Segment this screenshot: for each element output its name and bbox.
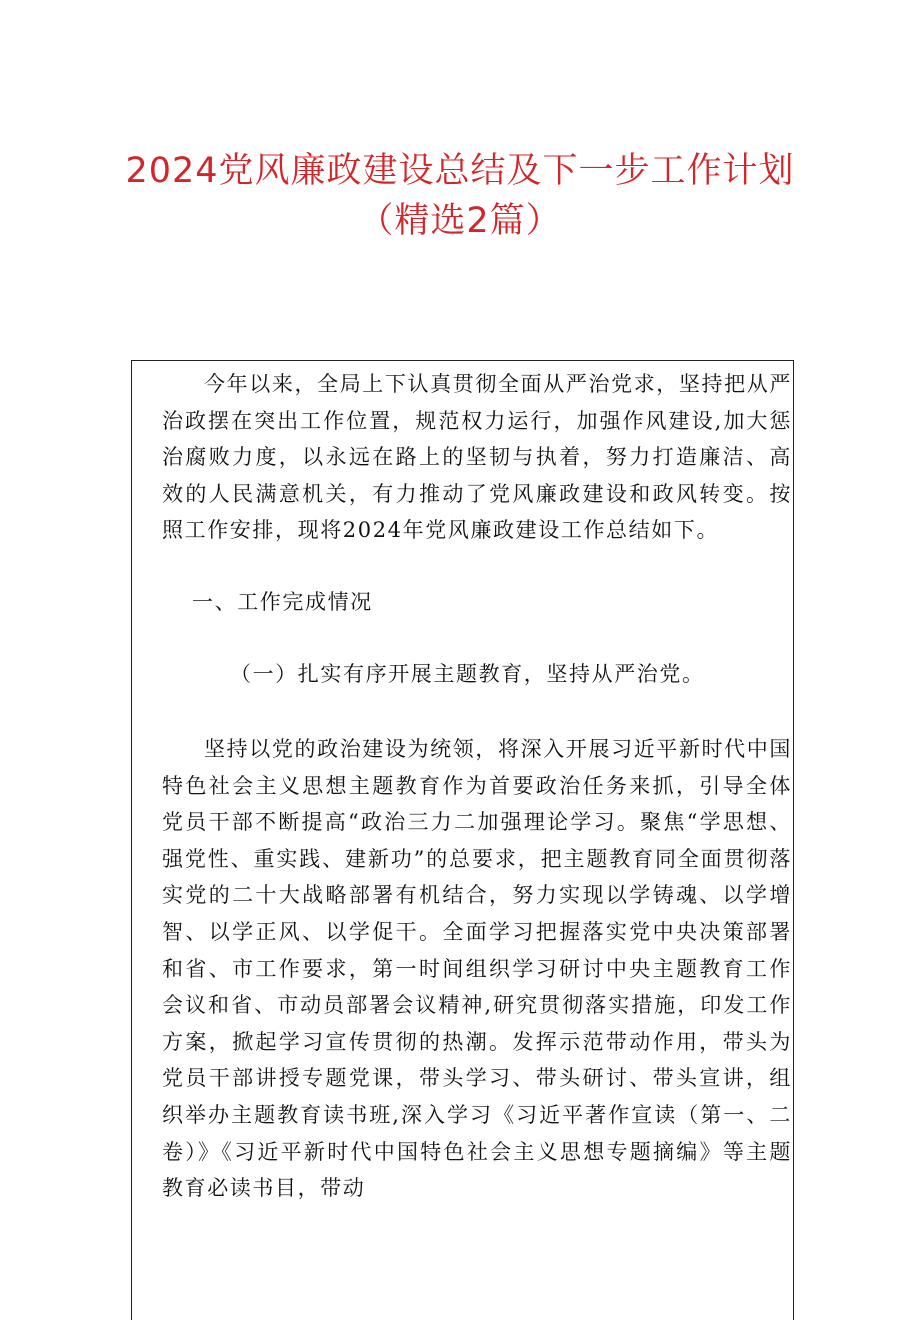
intro-paragraph: 今年以来，全局上下认真贯彻全面从严治党求，坚持把从严治政摆在突出工作位置，规范权力运行，加强作风建设,加大惩治腐败力度，以永远在路上的坚韧与执着，努力打造廉洁、高效的人民满意机关，有力推动了党风廉政建设和政风转变。按照工作安排，现将2024年党风廉政建设工作总结如下。: [162, 372, 792, 543]
document-title: 2024党风廉政建设总结及下一步工作计划（精选2篇）: [125, 151, 795, 241]
subsection-heading: （一）扎实有序开展主题教育，坚持从严治党。: [230, 662, 705, 686]
section-heading: 一、工作完成情况: [192, 590, 373, 614]
body-paragraph: 坚持以党的政治建设为统领，将深入开展习近平新时代中国特色社会主义思想主题教育作为首要政治任务来抓，引导全体党员干部不断提高“政治三力二加强理论学习。聚焦“学思想、强党性、重实践、建新功”的总要求，把主题教育同全面贯彻落实党的二十大战略部署有机结合，努力实现以学铸魂、以学增智、以学正风、以学促干。全面学习把握落实党中央决策部署和省、市工作要求，第一时间组织学习研讨中央主题教育工作会议和省、市动员部署会议精神,研究贯彻落实措施，印发工作方案，掀起学习宣传贯彻的热潮。发挥示范带动作用，带头为党员干部讲授专题党课，带头学习、带头研讨、带头宣讲，组织举办主题教育读书班,深入学习《习近平著作宣读（第一、二卷）》《习近平新时代中国特色社会主义思想专题摘编》等主题教育必读书目，带动: [162, 737, 792, 1201]
